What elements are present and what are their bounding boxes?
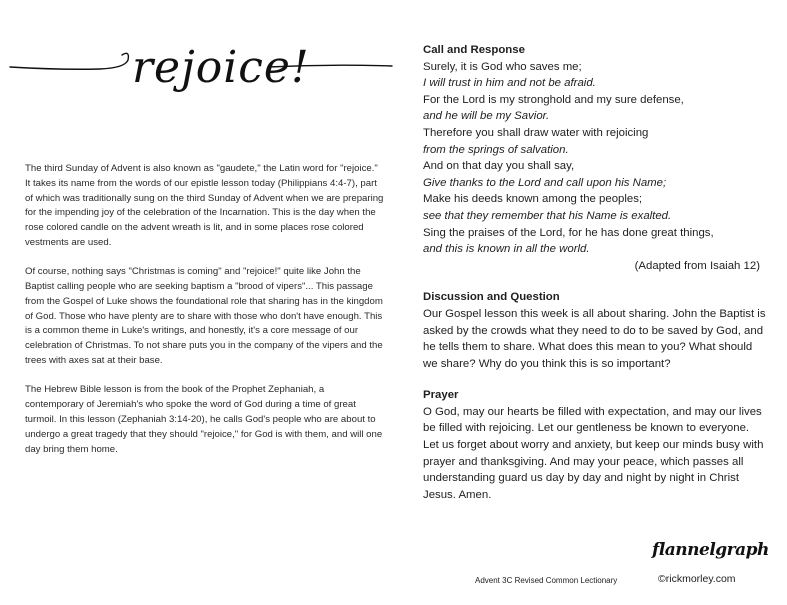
call-response-line: And on that day you shall say, — [423, 160, 575, 173]
call-response-attribution: (Adapted from Isaiah 12) — [634, 259, 760, 272]
call-response-line: and he will be my Savior. — [423, 110, 550, 123]
call-response-line: Therefore you shall draw water with rejoicing — [423, 126, 649, 139]
page-title: rejoice! — [132, 42, 310, 93]
brand-logo: flannelgraph — [652, 540, 769, 560]
intro-paragraph-3: The Hebrew Bible lesson is from the book of the Prophet Zephaniah, a contemporary of Jeremiah's who spoke the word of God during a time of great turmoil. In this lesson (Zephaniah 3:14-20), he calls God's people who are about to undergo a great tragedy that they should "rejoice," for God is with them, and will one day bring them home. — [25, 384, 383, 455]
discussion-text: Our Gospel lesson this week is all about sharing. John the Baptist is asked by the crowds what they need to do to be saved by God, and he tells them to share. What does this mean to you? What should we share? Why do you think this is so important? — [423, 307, 766, 370]
title-flourish-left — [10, 53, 128, 69]
intro-paragraph-1: The third Sunday of Advent is also known as "gaudete," the Latin word for "rejoice." It takes its name from the words of our epistle lesson today (Philippians 4:4-7), part of which was traditionally sung on the third Sunday of Advent when we are preparing for the impending joy of the celebration of the Incarnation. This is the day when the rose colored candle on the advent wreath is lit, and in some places rose colored vestments are used. — [25, 163, 384, 248]
call-response-line: Give thanks to the Lord and call upon his Name; — [423, 176, 667, 189]
call-response-lines — [423, 59, 768, 258]
intro-column — [25, 162, 385, 472]
prayer-text: O God, may our hearts be filled with expectation, and may our lives be filled with rejoicing. Let our gentleness be known to everyone. Let us forget about worry and anxiety, but keep our minds busy with prayer and thanksgiving. And may your peace, which passes all understanding guard us day by day and night by night in Christ Jesus. Amen. — [423, 405, 764, 501]
call-response-line: Sing the praises of the Lord, for he has done great things, — [423, 226, 714, 239]
intro-paragraph-2: Of course, nothing says "Christmas is coming" and "rejoice!" quite like John the Baptist calling people who are seeking baptism a "brood of vipers"... This passage from the Gospel of Luke shows the foundational role that sharing has in the kingdom of God. Those who have plenty are to share with those who don't have enough. This is a common theme in Luke's writings, and honestly, it's a core message of our celebration of Christmas. To not share puts you in the company of the vipers and the trees with axes sat at their base. — [25, 266, 383, 367]
discussion-heading: Discussion and Question — [423, 291, 560, 304]
call-response-heading: Call and Response — [423, 44, 525, 56]
liturgy-column — [423, 42, 768, 503]
call-response-line: from the springs of salvation. — [423, 143, 569, 156]
call-response-line: Make his deeds known among the peoples; — [423, 193, 643, 206]
call-response-line: Surely, it is God who saves me; — [423, 60, 582, 73]
prayer-heading: Prayer — [423, 389, 459, 402]
call-response-line: For the Lord is my stronghold and my sure defense, — [423, 93, 684, 106]
title-lettering — [0, 20, 400, 110]
call-response-line: and this is known in all the world. — [423, 243, 590, 256]
call-response-line: I will trust in him and not be afraid. — [423, 77, 596, 90]
copyright-label: ©rickmorley.com — [658, 573, 736, 585]
call-response-line: see that they remember that his Name is exalted. — [423, 209, 672, 222]
lectionary-label: Advent 3C Revised Common Lectionary — [475, 576, 618, 585]
